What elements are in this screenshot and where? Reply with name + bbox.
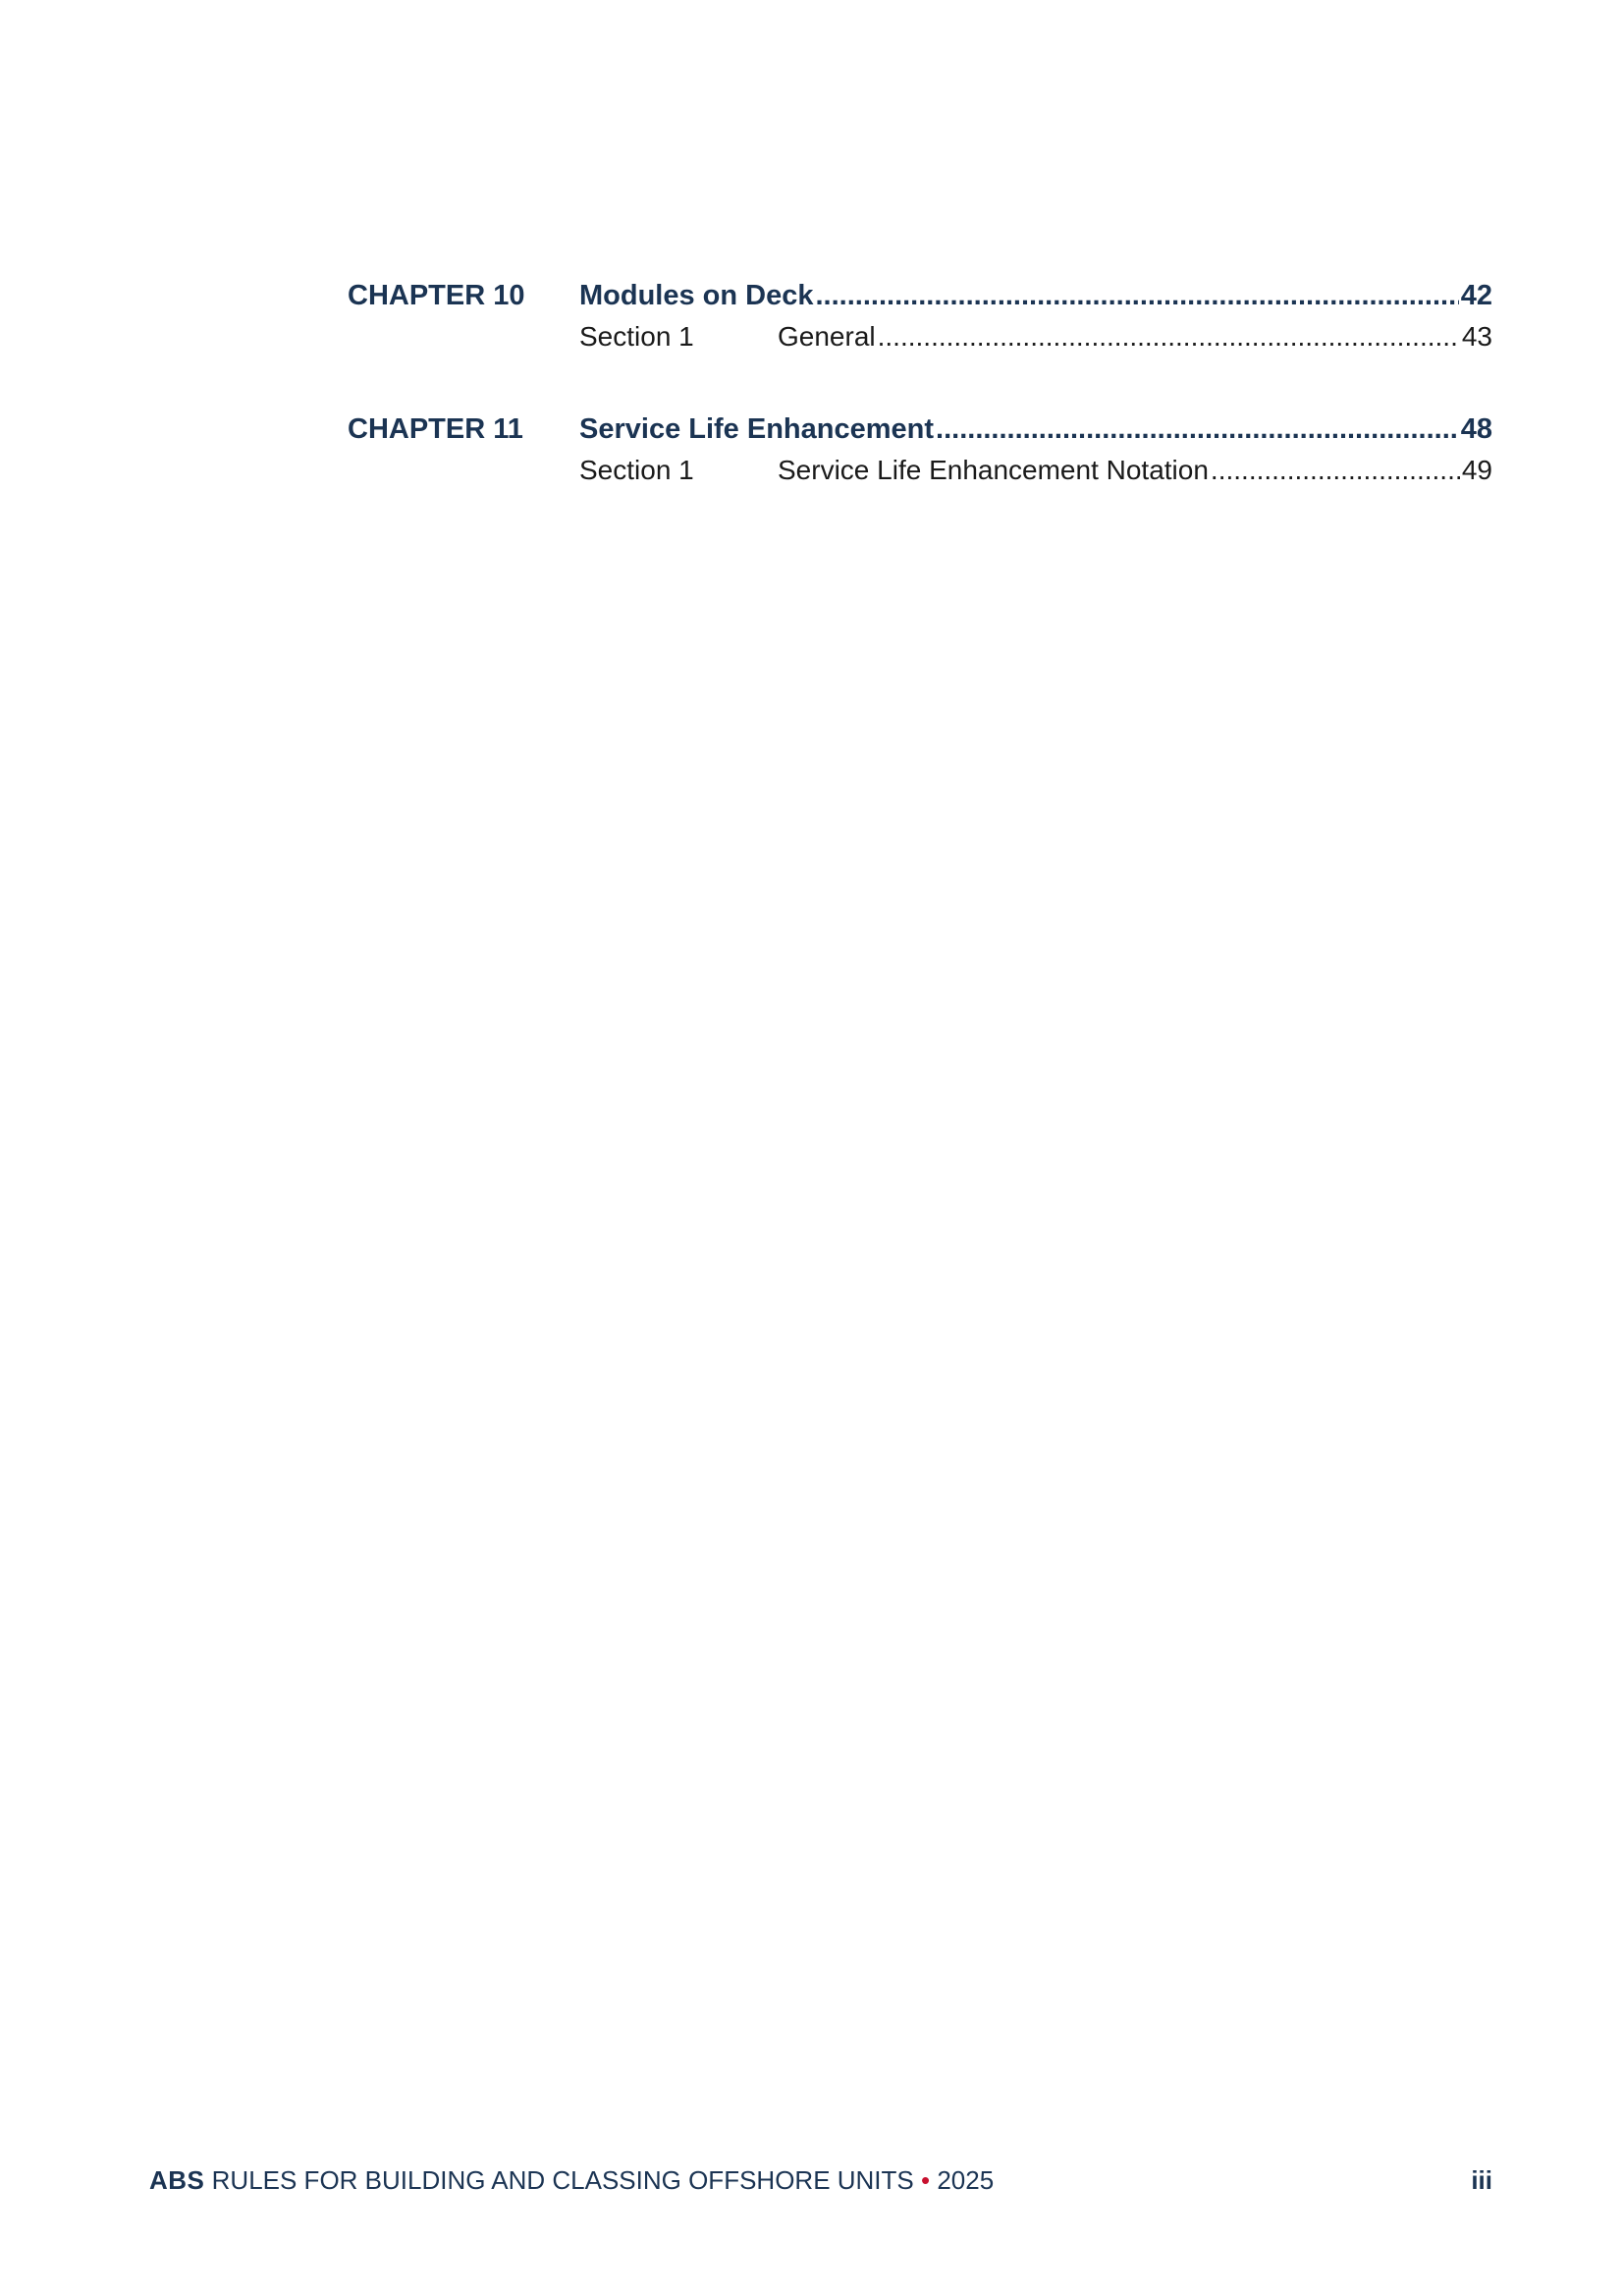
toc-chapter-11 (348, 413, 1492, 496)
chapter-page-number: 48 (1460, 413, 1492, 445)
section-label: Section 1 (579, 455, 694, 485)
chapter-label: CHAPTER 11 (348, 413, 523, 445)
dot-leader (1211, 455, 1460, 486)
chapter-page-number: 42 (1460, 280, 1492, 311)
chapter-label: CHAPTER 10 (348, 280, 525, 311)
chapter-entry[interactable] (348, 413, 1492, 455)
footer-running-title (149, 2165, 994, 2196)
chapter-entry[interactable] (348, 280, 1492, 321)
section-page-number: 43 (1461, 321, 1492, 352)
section-entry[interactable] (348, 455, 1492, 496)
table-of-contents (348, 280, 1492, 547)
section-title: Service Life Enhancement Notation (778, 455, 1209, 485)
dot-leader (936, 413, 1459, 446)
page-footer (149, 2165, 1492, 2196)
footer-separator: • (921, 2165, 931, 2195)
section-entry[interactable] (348, 321, 1492, 362)
dot-leader (816, 280, 1459, 312)
chapter-title: Modules on Deck (579, 280, 814, 311)
section-page-number: 49 (1461, 455, 1492, 485)
document-year: 2025 (937, 2165, 995, 2195)
document-title: RULES FOR BUILDING AND CLASSING OFFSHORE UNITS (211, 2165, 914, 2195)
chapter-title: Service Life Enhancement (579, 413, 935, 445)
section-label: Section 1 (579, 321, 694, 352)
dot-leader (878, 321, 1460, 353)
toc-chapter-10 (348, 280, 1492, 362)
section-title: General (778, 321, 876, 352)
page-number: iii (1471, 2165, 1492, 2195)
brand-logo-text: ABS (149, 2165, 205, 2195)
